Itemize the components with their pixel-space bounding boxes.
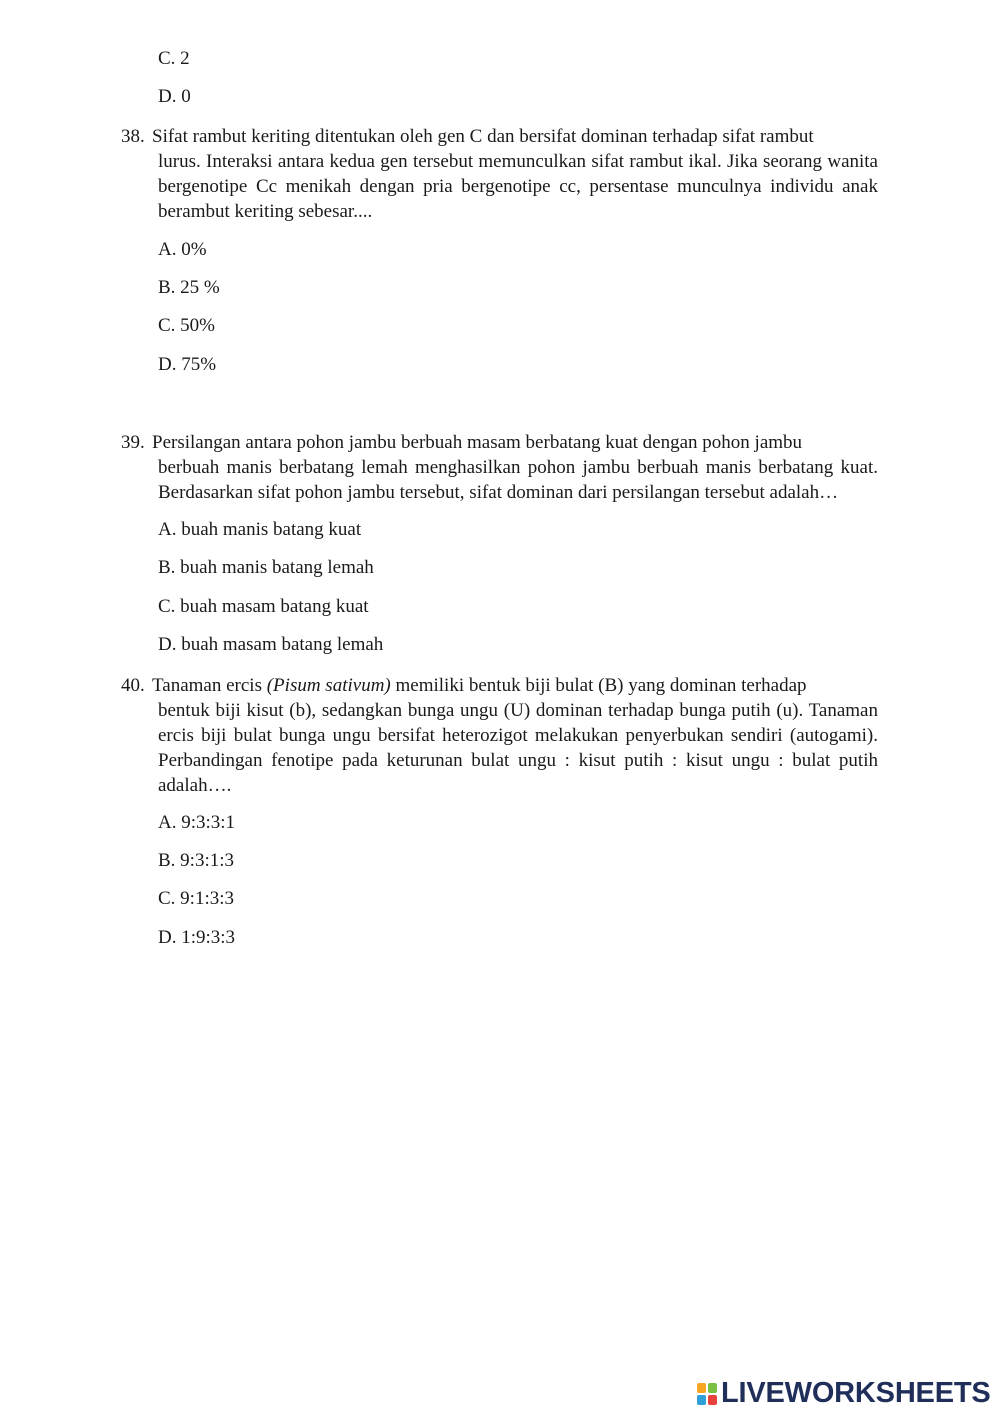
logo-square <box>708 1383 717 1393</box>
question-text-first-line: Persilangan antara pohon jambu berbuah masam berbatang kuat dengan pohon jambu <box>152 432 803 453</box>
question-text-first-line: Sifat rambut keriting ditentukan oleh gen C dan bersifat dominan terhadap sifat rambut <box>152 126 814 147</box>
option-38-a[interactable]: A. 0% <box>158 239 207 260</box>
question-number: 40. <box>121 675 145 696</box>
question-text: lurus. Interaksi antara kedua gen tersebut memunculkan sifat rambut ikal. Jika seorang wanita bergenotipe Cc menikah dengan pria bergenotipe cc, persentase munculnya individu anak berambut keriting sebesar.... <box>158 151 878 222</box>
question-text-post: memiliki bentuk biji bulat (B) yang dominan terhadap <box>390 675 807 696</box>
option-39-c[interactable]: C. buah masam batang kuat <box>158 596 369 617</box>
option-40-b[interactable]: B. 9:3:1:3 <box>158 850 235 871</box>
prev-option-d: D. 0 <box>158 86 191 107</box>
question-text: berbuah manis berbatang lemah menghasilkan pohon jambu berbuah manis berbatang kuat. Berdasarkan sifat pohon jambu tersebut, sifat dominan dari persilangan tersebut adalah… <box>158 457 878 503</box>
species-name: (Pisum sativum) <box>266 675 391 696</box>
question-38 <box>121 124 878 224</box>
question-40 <box>121 673 878 798</box>
option-39-b[interactable]: B. buah manis batang lemah <box>158 557 374 578</box>
logo-square <box>697 1395 706 1405</box>
logo-square <box>697 1383 706 1393</box>
logo-square <box>708 1395 717 1405</box>
question-number: 38. <box>121 126 145 147</box>
logo-text: LIVEWORKSHEETS <box>721 1377 991 1409</box>
option-40-d[interactable]: D. 1:9:3:3 <box>158 927 236 948</box>
option-38-b[interactable]: B. 25 % <box>158 277 220 298</box>
question-39 <box>121 430 878 505</box>
question-text-pre: Tanaman ercis <box>152 675 267 696</box>
option-38-d[interactable]: D. 75% <box>158 354 217 375</box>
liveworksheets-logo-icon <box>697 1383 717 1405</box>
liveworksheets-logo <box>697 1377 991 1410</box>
prev-option-c: C. 2 <box>158 48 190 69</box>
question-number: 39. <box>121 432 145 453</box>
option-39-a[interactable]: A. buah manis batang kuat <box>158 519 362 540</box>
option-39-d[interactable]: D. buah masam batang lemah <box>158 634 384 655</box>
option-40-a[interactable]: A. 9:3:3:1 <box>158 812 236 833</box>
option-40-c[interactable]: C. 9:1:3:3 <box>158 888 235 909</box>
option-38-c[interactable]: C. 50% <box>158 315 215 336</box>
question-text: bentuk biji kisut (b), sedangkan bunga ungu (U) dominan terhadap bunga putih (u). Tanaman ercis biji bulat bunga ungu bersifat heterozigot melakukan penyerbukan sendiri (autogami). Perbandingan fenotipe pada keturunan bulat ungu : kisut putih : kisut ungu : bulat putih adalah…. <box>158 700 878 796</box>
